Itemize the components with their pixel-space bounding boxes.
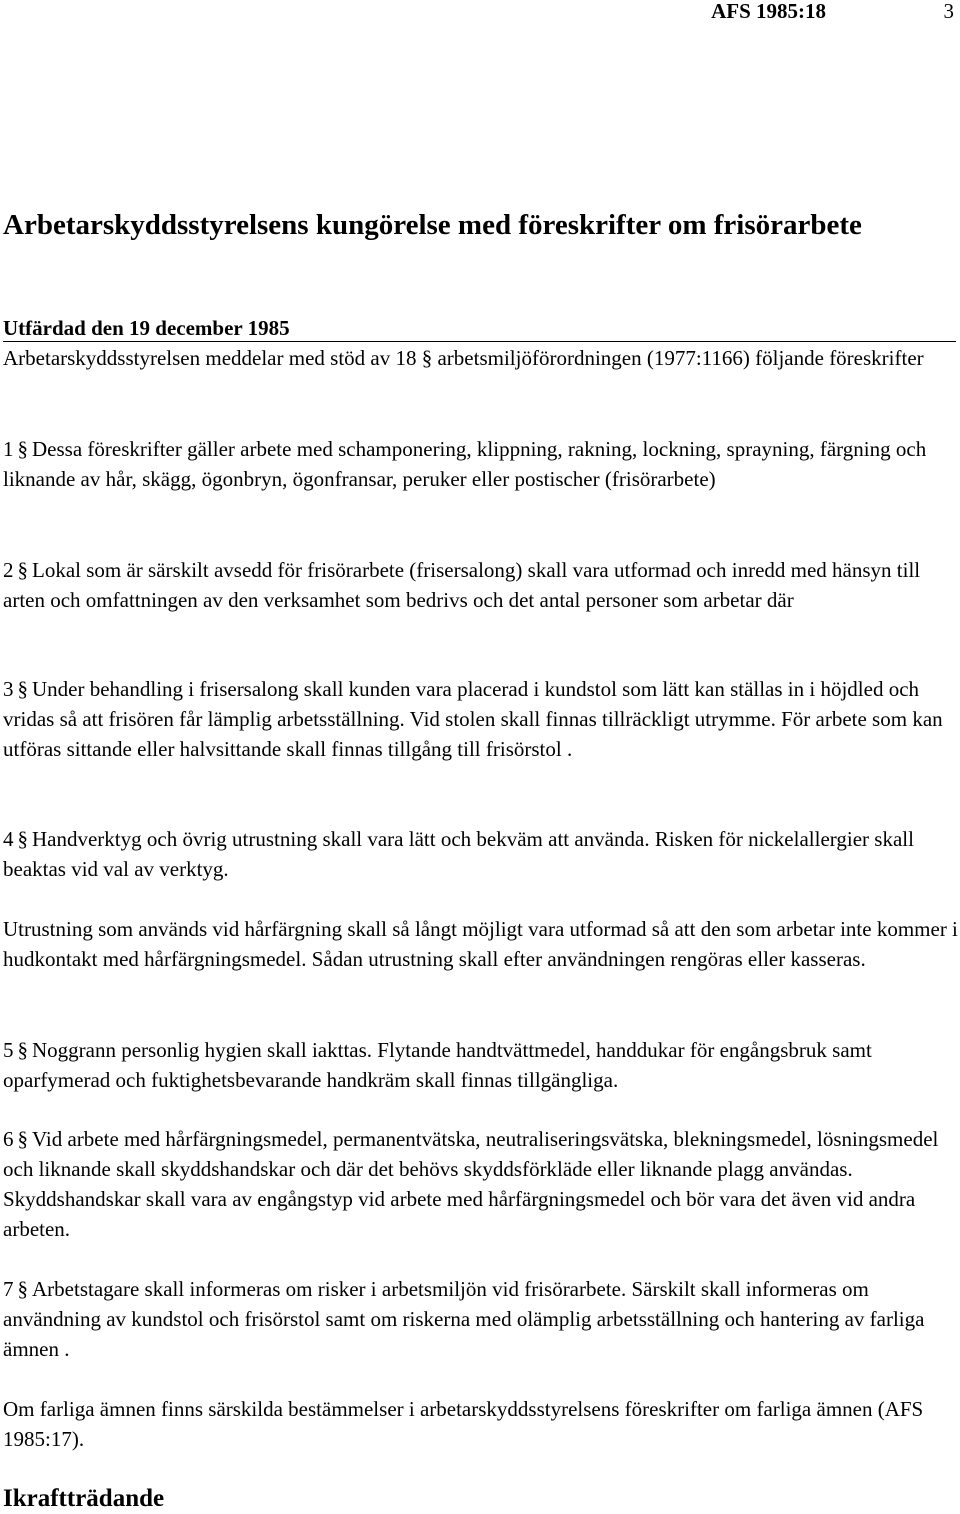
document-reference: AFS 1985:18 bbox=[711, 0, 826, 23]
section-6 bbox=[3, 1124, 958, 1244]
section-number: 7 bbox=[3, 1277, 14, 1301]
section-2 bbox=[3, 555, 958, 615]
page-number: 3 bbox=[943, 0, 954, 23]
section-1 bbox=[3, 434, 958, 494]
section-text: Noggrann personlig hygien skall iakttas. Flytande handtvättmedel, handdukar för engångsbruk samt oparfymerad och fuktighetsbevarande handkräm skall finnas tillgängliga. bbox=[3, 1038, 872, 1092]
section-symbol: § bbox=[17, 437, 28, 461]
page-header bbox=[0, 0, 960, 24]
section-symbol: § bbox=[17, 1127, 28, 1151]
document-title: Arbetarskyddsstyrelsens kungörelse med föreskrifter om frisörarbete bbox=[3, 209, 862, 241]
section-7 bbox=[3, 1274, 958, 1364]
section-symbol: § bbox=[17, 1038, 28, 1062]
section-4-continued: Utrustning som används vid hårfärgning skall så långt möjligt vara utformad så att den som arbetar inte kommer i hudkontakt med hårfärgningsmedel. Sådan utrustning skall efter användningen rengöras eller kasseras. bbox=[3, 917, 958, 971]
section-text: Dessa föreskrifter gäller arbete med schamponering, klippning, rakning, lockning, sprayning, färgning och liknande av hår, skägg, ögonbryn, ögonfransar, peruker eller postischer (frisörarbete) bbox=[3, 437, 927, 491]
section-3 bbox=[3, 674, 958, 764]
section-4 bbox=[3, 824, 958, 884]
issued-date: Utfärdad den 19 december 1985 bbox=[3, 316, 956, 342]
section-7-continued: Om farliga ämnen finns särskilda bestämmelser i arbetarskyddsstyrelsens föreskrifter om farliga ämnen (AFS 1985:17). bbox=[3, 1397, 924, 1451]
section-number: 3 bbox=[3, 677, 14, 701]
section-symbol: § bbox=[17, 827, 28, 851]
section-number: 4 bbox=[3, 827, 14, 851]
section-symbol: § bbox=[17, 1277, 28, 1301]
section-number: 6 bbox=[3, 1127, 14, 1151]
section-symbol: § bbox=[17, 558, 28, 582]
section-text: Under behandling i frisersalong skall kunden vara placerad i kundstol som lätt kan ställas in i höjdled och vridas så att frisören får lämplig arbetsställning. Vid stolen skall finnas tillräckligt utrymme. För arbete som kan utföras sittande eller halvsittande skall finnas tillgång till frisörstol . bbox=[3, 677, 943, 761]
section-number: 2 bbox=[3, 558, 14, 582]
section-text: Handverktyg och övrig utrustning skall vara lätt och bekväm att använda. Risken för nickelallergier skall beaktas vid val av verktyg. bbox=[3, 827, 914, 881]
section-number: 1 bbox=[3, 437, 14, 461]
section-number: 5 bbox=[3, 1038, 14, 1062]
intro-paragraph: Arbetarskyddsstyrelsen meddelar med stöd av 18 § arbetsmiljöförordningen (1977:1166) följande föreskrifter bbox=[3, 346, 924, 370]
section-5 bbox=[3, 1035, 958, 1095]
section-symbol: § bbox=[17, 677, 28, 701]
section-text: Lokal som är särskilt avsedd för frisörarbete (frisersalong) skall vara utformad och inredd med hänsyn till arten och omfattningen av den verksamhet som bedrivs och det antal personer som arbetar där bbox=[3, 558, 921, 612]
section-text: Arbetstagare skall informeras om risker i arbetsmiljön vid frisörarbete. Särskilt skall informeras om användning av kundstol och frisörstol samt om riskerna med olämplig arbetsställning och hantering av farliga ämnen . bbox=[3, 1277, 925, 1361]
section-heading-ikrafttradande: Ikraftträdande bbox=[3, 1485, 165, 1512]
section-text: Vid arbete med hårfärgningsmedel, permanentvätska, neutraliseringsvätska, blekningsmedel, lösningsmedel och liknande skall skyddshandskar och där det behövs skyddsförkläde eller liknande plagg användas. Skyddshandskar skall vara av engångstyp vid arbete med hårfärgningsmedel och bör vara det även vid andra arbeten. bbox=[3, 1127, 939, 1241]
